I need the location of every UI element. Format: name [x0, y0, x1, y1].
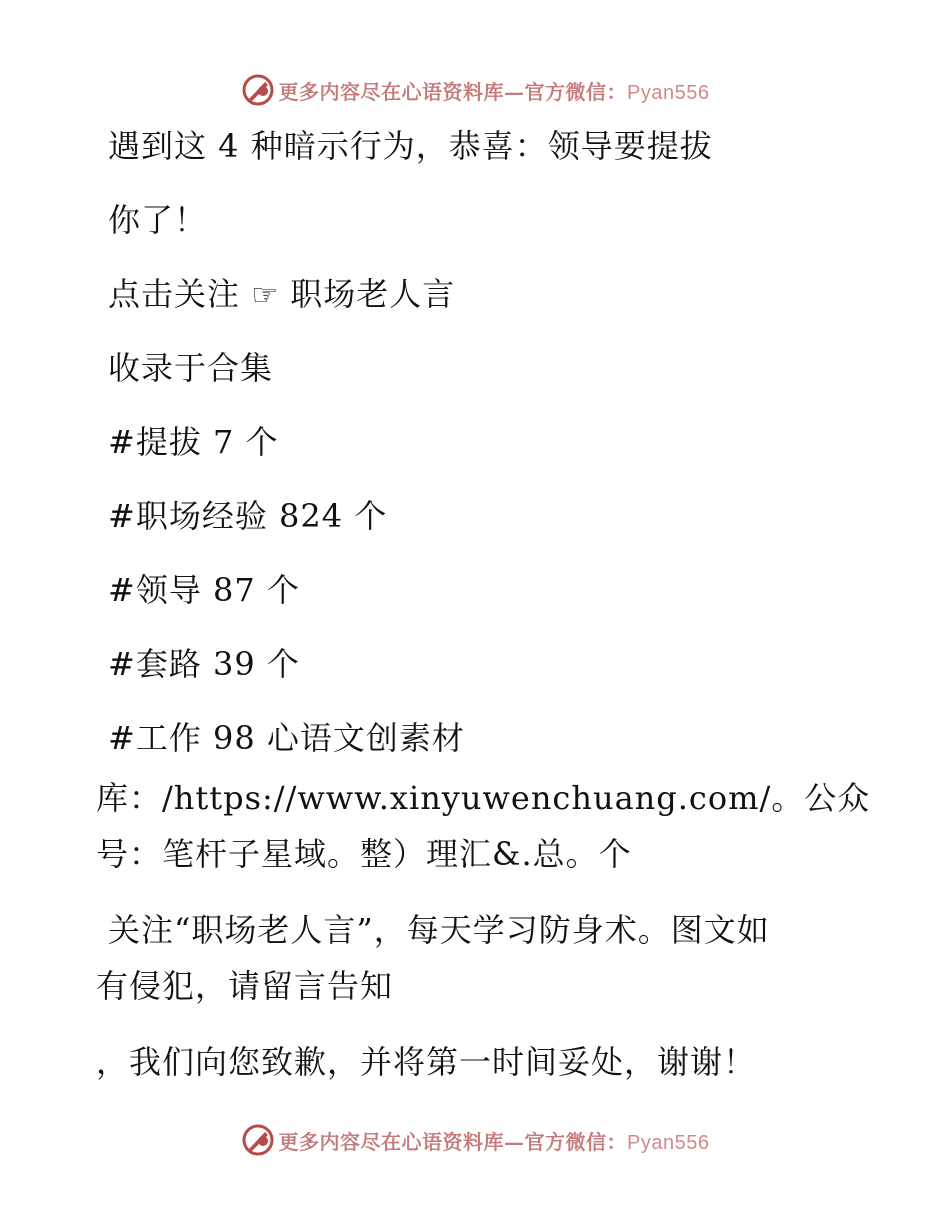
title-line-2: 你了！ — [108, 201, 208, 239]
footer-watermark — [0, 1120, 950, 1160]
title-line-1: 遇到这 4 种暗示行为，恭喜：领导要提拔 — [108, 127, 713, 165]
notice-line-2: 有侵犯，请留言告知 — [96, 967, 394, 1005]
follow-line — [108, 274, 455, 316]
tag-promotion[interactable]: #提拔 7 个 — [108, 423, 279, 461]
collection-label: 收录于合集 — [108, 349, 274, 387]
tag-work-experience[interactable]: #职场经验 824 个 — [108, 497, 388, 535]
header-watermark — [0, 70, 950, 110]
quill-pen-logo-icon — [241, 73, 275, 107]
tag-work[interactable]: #工作 98 心语文创素材 — [108, 719, 465, 757]
account-link[interactable]: 职场老人言 — [290, 275, 456, 313]
watermark-text: 更多内容尽在心语资料库—官方微信：Pyan556 — [278, 79, 710, 104]
source-line-1: 库：/https://www.xinyuwenchuang.com/。公众 — [96, 779, 871, 817]
source-line-2: 号：笔杆子星域。整）理汇&.总。个 — [96, 835, 632, 873]
pointing-hand-icon: ☞ — [251, 278, 280, 313]
notice-line-1: 关注“职场老人言”，每天学习防身术。图文如 — [108, 911, 770, 949]
notice-line-3: ，我们向您致歉，并将第一时间妥处，谢谢！ — [96, 1043, 757, 1081]
watermark-text: 更多内容尽在心语资料库—官方微信：Pyan556 — [278, 1129, 710, 1154]
tag-leader[interactable]: #领导 87 个 — [108, 571, 300, 609]
tag-routine[interactable]: #套路 39 个 — [108, 645, 300, 683]
follow-label: 点击关注 — [108, 275, 241, 313]
quill-pen-logo-icon — [241, 1123, 275, 1157]
